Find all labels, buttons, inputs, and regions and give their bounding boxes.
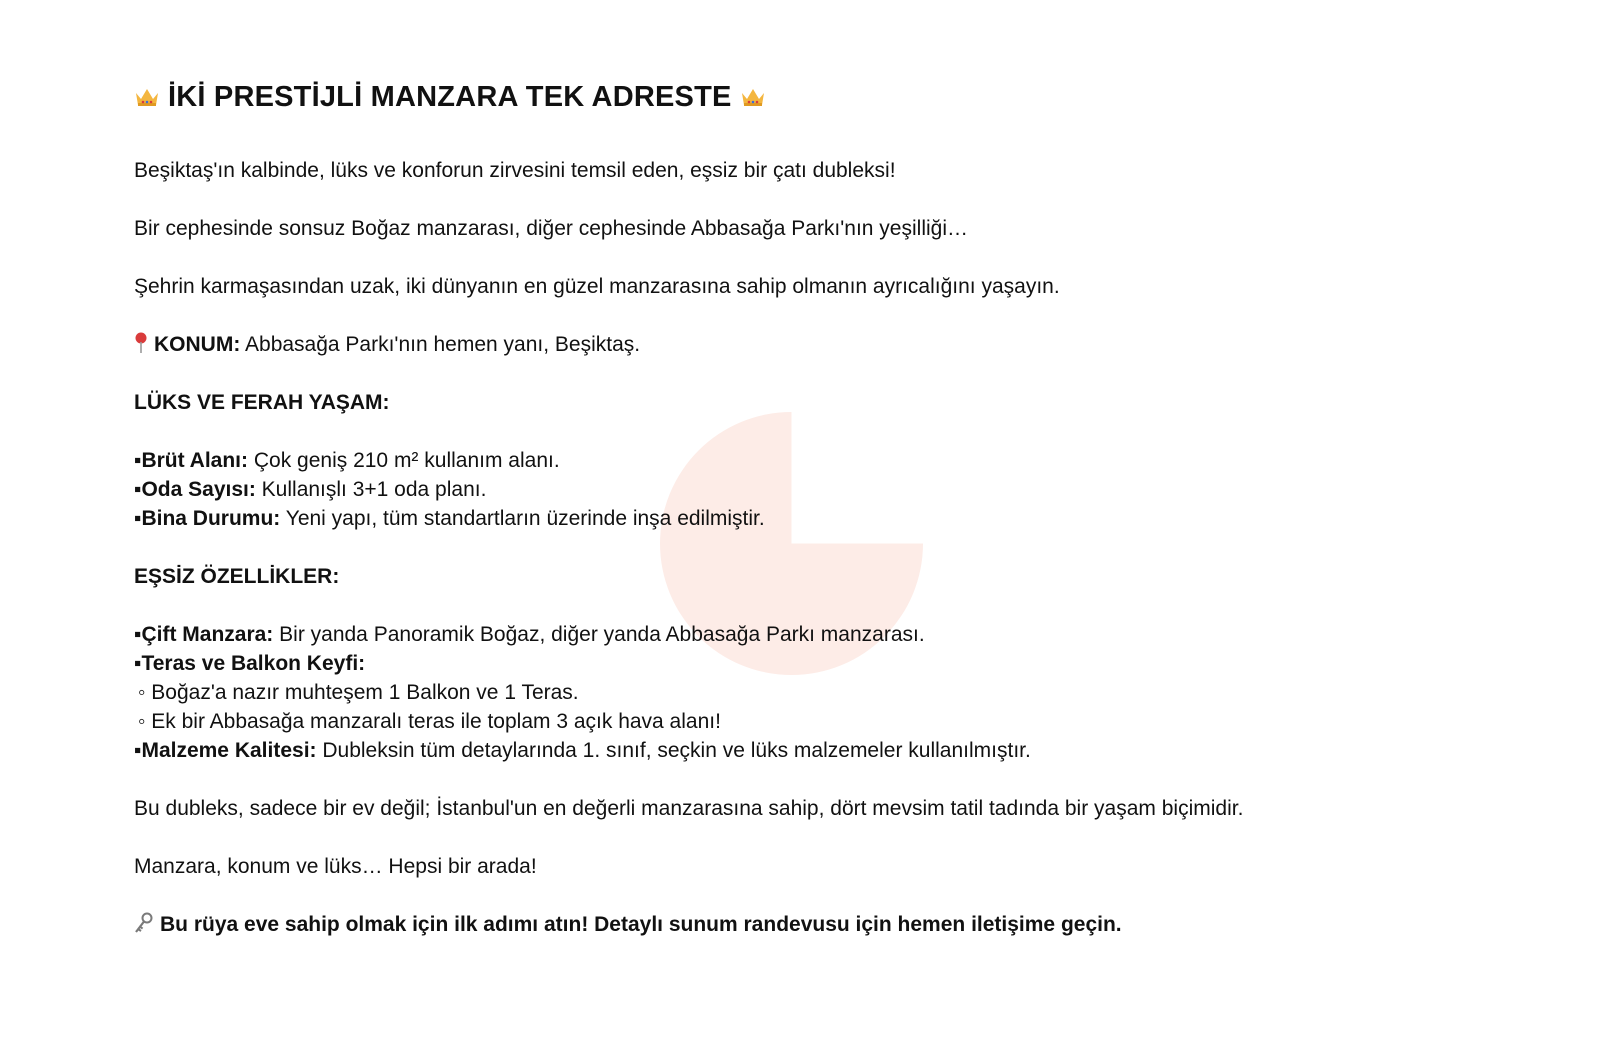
bullet: ▪: [134, 652, 142, 675]
bullet: ▪: [134, 623, 142, 646]
item-label: Çift Manzara:: [141, 623, 274, 646]
list-item: [134, 736, 1514, 765]
closing-paragraph-1: Bu dubleks, sadece bir ev değil; İstanbul'un en değerli manzarasına sahip, dört mevsim tatil tadında bir yaşam biçimidir.: [134, 797, 1244, 820]
living-list: [134, 446, 1514, 533]
sub-bullet: ◦: [138, 681, 146, 704]
sub-list-item: [134, 707, 1514, 736]
crown-icon: [740, 85, 766, 109]
features-heading: EŞSİZ ÖZELLİKLER:: [134, 565, 340, 588]
list-item: [134, 649, 1514, 678]
cta-line: [134, 910, 1514, 939]
features-list: [134, 620, 1514, 765]
item-label: Oda Sayısı:: [141, 478, 256, 501]
bullet: ▪: [134, 739, 142, 762]
intro-paragraph-2: Bir cephesinde sonsuz Boğaz manzarası, diğer cephesinde Abbasağa Parkı'nın yeşilliği…: [134, 217, 968, 240]
listing-description: [134, 78, 1514, 968]
bullet: ▪: [134, 507, 142, 530]
list-item: [134, 504, 1514, 533]
closing-paragraph-2: Manzara, konum ve lüks… Hepsi bir arada!: [134, 855, 537, 878]
item-value: Kullanışlı 3+1 oda planı.: [255, 478, 487, 501]
location-line: [134, 330, 1514, 359]
item-value: Çok geniş 210 m² kullanım alanı.: [248, 449, 560, 472]
item-label: Bina Durumu:: [141, 507, 281, 530]
title-text: İKİ PRESTİJLİ MANZARA TEK ADRESTE: [168, 81, 732, 113]
page-title: [134, 78, 1514, 116]
cta-text: Bu rüya eve sahip olmak için ilk adımı atın! Detaylı sunum randevusu için hemen iletişime geçin.: [160, 913, 1122, 936]
location-value: Abbasağa Parkı'nın hemen yanı, Beşiktaş.: [240, 333, 641, 356]
intro-paragraph-1: Beşiktaş'ın kalbinde, lüks ve konforun zirvesini temsil eden, eşsiz bir çatı dubleksi!: [134, 159, 896, 182]
sub-bullet: ◦: [138, 710, 146, 733]
sub-item-text: Boğaz'a nazır muhteşem 1 Balkon ve 1 Teras.: [145, 681, 579, 704]
sub-list-item: [134, 678, 1514, 707]
pin-icon: [134, 332, 148, 354]
bullet: ▪: [134, 478, 142, 501]
list-item: [134, 620, 1514, 649]
list-item: [134, 475, 1514, 504]
bullet: ▪: [134, 449, 142, 472]
item-label: Teras ve Balkon Keyfi:: [141, 652, 366, 675]
item-value: Yeni yapı, tüm standartların üzerinde inşa edilmiştir.: [280, 507, 765, 530]
living-heading: LÜKS VE FERAH YAŞAM:: [134, 391, 390, 414]
intro-paragraph-3: Şehrin karmaşasından uzak, iki dünyanın en güzel manzarasına sahip olmanın ayrıcalığını yaşayın.: [134, 275, 1060, 298]
item-label: Malzeme Kalitesi:: [141, 739, 317, 762]
item-value: Bir yanda Panoramik Boğaz, diğer yanda Abbasağa Parkı manzarası.: [273, 623, 925, 646]
list-item: [134, 446, 1514, 475]
item-value: Dubleksin tüm detaylarında 1. sınıf, seçkin ve lüks malzemeler kullanılmıştır.: [316, 739, 1031, 762]
key-icon: [134, 912, 154, 934]
item-label: Brüt Alanı:: [141, 449, 249, 472]
sub-item-text: Ek bir Abbasağa manzaralı teras ile toplam 3 açık hava alanı!: [145, 710, 721, 733]
location-label: KONUM:: [154, 333, 241, 356]
crown-icon: [134, 85, 160, 109]
